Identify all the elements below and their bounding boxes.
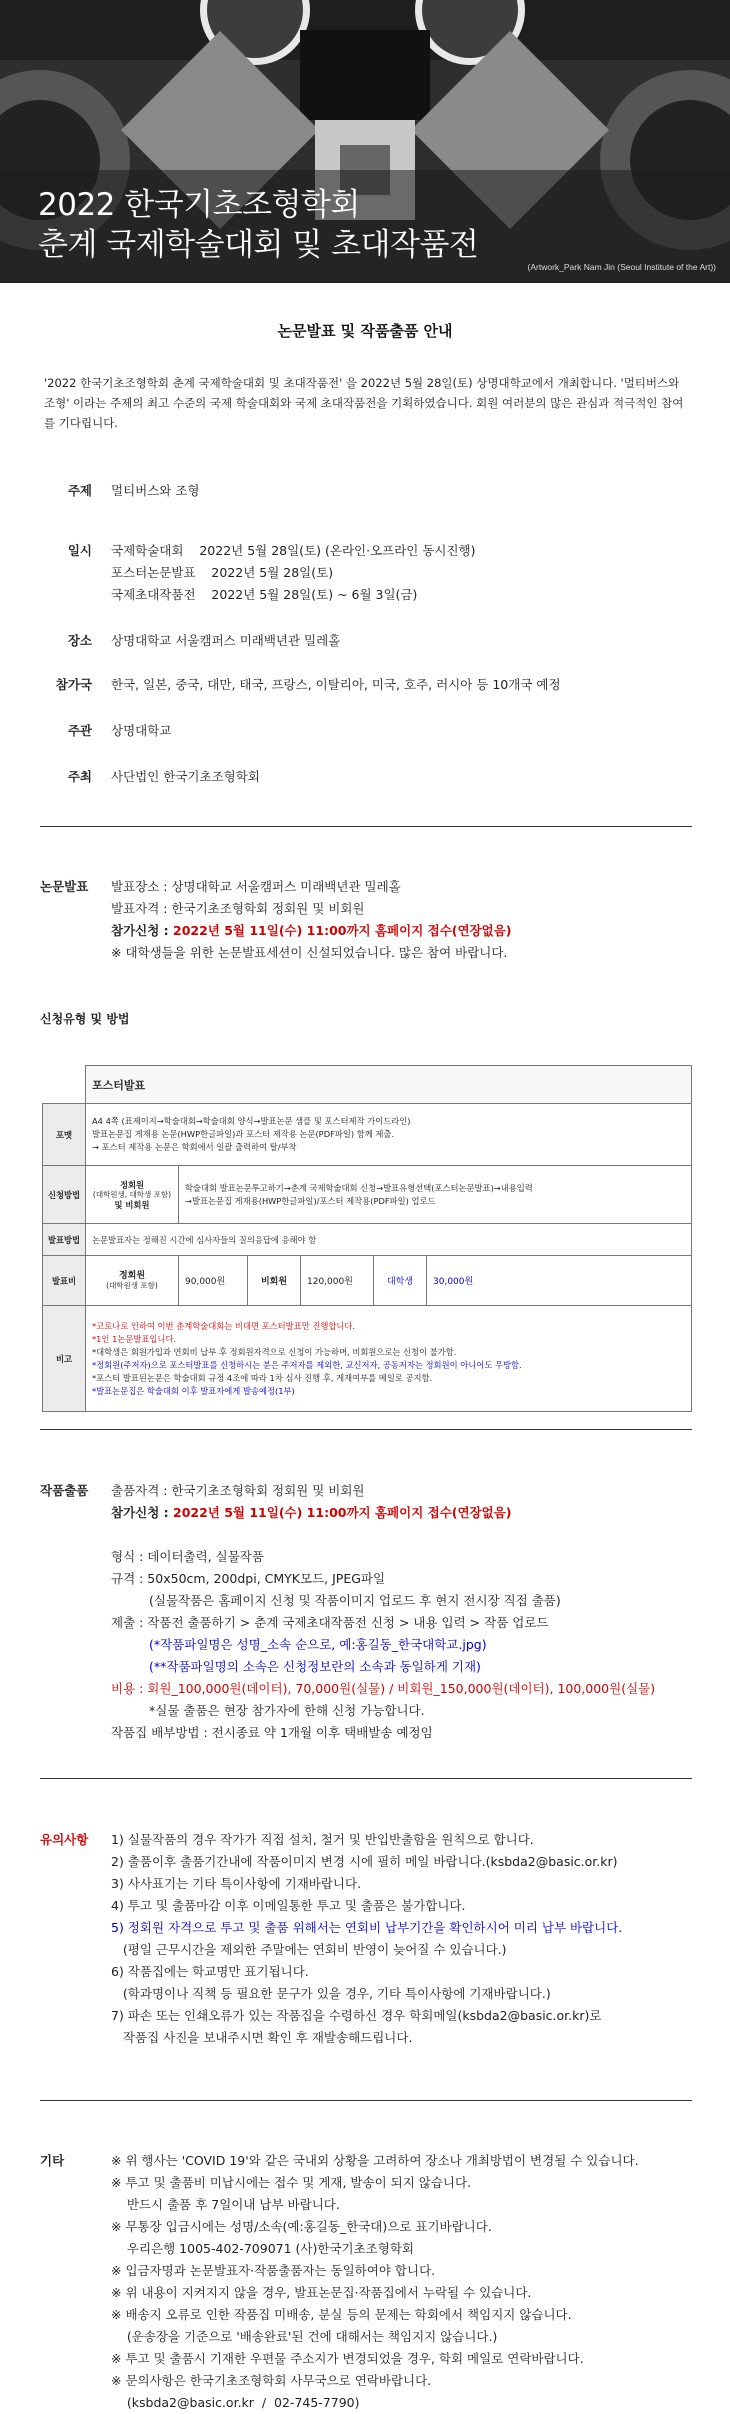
paper-qualification: 발표자격 : 한국기초조형학회 정회원 및 비회원 (111, 901, 365, 916)
paper-label: 논문발표 (40, 879, 89, 894)
method-member-type (86, 1166, 179, 1224)
divider (40, 826, 692, 827)
hero-title (38, 185, 478, 265)
method-member-b: (대학원생, 대학생 포함) (92, 1189, 172, 1199)
presentation-value: 논문발표자는 정해진 시간에 심사자들의 질의응답에 응해야 함 (86, 1224, 692, 1256)
artwork-label: 작품출품 (40, 1483, 89, 1498)
etc-line: (운송장을 기준으로 '배송완료'된 건에 대해서는 책임지지 않습니다.) (111, 2329, 498, 2344)
date-line-3: 국제초대작품전 2022년 5월 28일(토) ~ 6월 3일(금) (111, 587, 418, 602)
notes-list (111, 1829, 622, 2049)
etc-label: 기타 (40, 2153, 65, 2168)
note-line: 작품집 사진을 보내주시면 확인 후 재발송해드립니다. (111, 2030, 413, 2045)
content (0, 320, 730, 433)
divider (40, 1778, 692, 1779)
presentation-label: 발표방법 (43, 1224, 86, 1256)
etc-line: ※ 위 행사는 'COVID 19'와 같은 국내외 상황을 고려하여 장소나 개최방법이 변경될 수 있습니다. (111, 2153, 639, 2168)
countries-label: 참가국 (55, 677, 92, 692)
etc-line: ※ 투고 및 출품시 기재한 우편물 주소지가 변경되었을 경우, 학회 메일로 연락바랍니다. (111, 2351, 584, 2366)
format-line: A4 4쪽 (표제이지→학술대회→학술대회 양식→발표논문 샘플 및 포스터제작 가이드라인) (92, 1116, 411, 1126)
paper-apply-deadline: 2022년 5월 11일(수) 11:00까지 홈페이지 접수(연장없음) (173, 923, 512, 938)
theme-value: 멀티버스와 조형 (111, 483, 200, 498)
remark-line: *코로나로 인하여 이번 춘계학술대회는 비대면 포스터발표만 진행합니다. (92, 1320, 356, 1331)
method-steps (179, 1166, 692, 1224)
artwork-apply-deadline: 2022년 5월 11일(수) 11:00까지 홈페이지 접수(연장없음) (173, 1505, 512, 1520)
note-line: 5) 정회원 자격으로 투고 및 출품 위해서는 연회비 납부기간을 확인하시어 미리 납부 바랍니다. (111, 1920, 623, 1935)
method-line: 학술대회 발표논문투고하기→춘계 국제학술대회 신청→발표유형선택(포스터논문발표)→내용입력 (185, 1182, 533, 1193)
fee-member (86, 1256, 179, 1306)
paper-apply-prefix: 참가신청 : (111, 923, 174, 938)
artwork-qualification: 출품자격 : 한국기초조형학회 정회원 및 비회원 (111, 1483, 365, 1498)
format-cell (86, 1104, 692, 1166)
type-header: 포스터발표 (86, 1066, 692, 1104)
artwork-form: 형식 : 데이터출력, 실물작품 (111, 1549, 264, 1564)
organizer-label: 주최 (67, 769, 92, 784)
artwork-spec-note: (실물작품은 홈페이지 신청 및 작품이미지 업로드 후 현지 전시장 직접 출품) (149, 1593, 561, 1608)
note-line: 7) 파손 또는 인쇄오류가 있는 작품집을 수령하신 경우 학회메일(ksbda2@basic.or.kr)로 (111, 2008, 602, 2023)
date-label: 일시 (67, 543, 92, 558)
place-value: 상명대학교 서울캠퍼스 미래백년관 밀레홀 (111, 633, 341, 648)
application-table (42, 1065, 692, 1412)
intro-paragraph: '2022 한국기초조형학회 춘계 국제학술대회 및 초대작품전' 을 2022년 5월 28일(토) 상명대학교에서 개최합니다. '멀티버스와 조형' 이라는 주제의 최고 수준의 국제 학술대회와 국제 초대작품전을 기획하였습니다. 회원 여러분의 많은 관심과 적극적인 참여를 기다립니다. (44, 376, 684, 430)
etc-line: (ksbda2@basic.or.kr / 02-745-7790) (111, 2395, 360, 2410)
artwork-submit: 제출 : 작품전 출품하기 > 춘계 국제초대작품전 신청 > 내용 입력 > 작품 업로드 (111, 1615, 549, 1630)
artwork-apply (111, 1502, 512, 1524)
hero-title-line2: 춘계 국제학술대회 및 초대작품전 (38, 227, 479, 263)
etc-line: 반드시 출품 후 7일이내 납부 바랍니다. (111, 2197, 340, 2212)
artwork-fee-note: *실물 출품은 현장 참가자에 한해 신청 가능합니다. (149, 1703, 425, 1718)
paper-apply (111, 920, 512, 942)
fee-member-a: 정회원 (118, 1270, 146, 1281)
method-label: 신청방법 (43, 1166, 86, 1224)
fee-student: 대학생 (374, 1256, 427, 1306)
date-line-1: 국제학술대회 2022년 5월 28일(토) (온라인·오프라인 동시진행) (111, 543, 476, 558)
remark-line: *대학생은 회원가입과 연회비 납부 후 정회원자격으로 신청이 가능하며, 비회원으로는 신청이 불가함. (92, 1346, 457, 1357)
artwork-apply-prefix: 참가신청 : (111, 1505, 174, 1520)
note-line: 3) 사사표기는 기타 특이사항에 기재바랍니다. (111, 1876, 362, 1891)
format-line: 발표논문집 게재용 논문(HWP한글파일)과 포스터 제작용 논문(PDF파일) 함께 제출. (92, 1129, 395, 1139)
etc-line: ※ 위 내용이 지켜지지 않을 경우, 발표논문집·작품집에서 누락될 수 있습니다. (111, 2285, 532, 2300)
method-line: →발표논문집 게재용(HWP한글파일)/포스터 제작용(PDF파일) 업로드 (185, 1195, 436, 1206)
fee-member-amount: 90,000원 (179, 1256, 248, 1306)
hero-title-line1: 2022 한국기초조형학회 (38, 187, 360, 223)
fee-student-amount: 30,000원 (427, 1256, 692, 1306)
paper-place: 발표장소 : 상명대학교 서울캠퍼스 미래백년관 밀레홀 (111, 879, 401, 894)
etc-line: ※ 배송지 오류로 인한 작품집 미배송, 분실 등의 문제는 학회에서 책임지지 않습니다. (111, 2307, 572, 2322)
note-line: (평일 근무시간을 제외한 주말에는 연회비 반영이 늦어질 수 있습니다.) (111, 1942, 507, 1957)
remark-line: *1인 1논문발표입니다. (92, 1333, 177, 1344)
remarks-label: 비고 (43, 1306, 86, 1412)
format-line: → 포스터 제작용 논문은 학회에서 일괄 출력하여 탈/부착 (92, 1142, 297, 1152)
divider (40, 1429, 692, 1430)
date-line-2: 포스터논문발표 2022년 5월 28일(토) (111, 565, 334, 580)
note-line: 6) 작품집에는 학교명만 표기됩니다. (111, 1964, 309, 1979)
application-section-title: 신청유형 및 방법 (40, 1012, 130, 1026)
remark-line: *발표논문집은 학술대회 이후 발표자에게 발송예정(1부) (92, 1385, 295, 1396)
fee-member-b: (대학원생 포함) (106, 1280, 158, 1290)
etc-line: 우리은행 1005-402-709071 (사)한국기초조형학회 (111, 2241, 414, 2256)
note-line: 1) 실물작품의 경우 작가가 직접 설치, 철거 및 반입반출함을 원칙으로 합니다. (111, 1832, 534, 1847)
artwork-fee: 비용 : 회원_100,000원(데이터), 70,000원(실물) / 비회원_150,000원(데이터), 100,000원(실물) (111, 1681, 656, 1696)
hero-credit: (Artwork_Park Nam Jin (Seoul Institute of the Art)) (527, 262, 716, 272)
host-label: 주관 (67, 723, 92, 738)
note-line: (학과명이나 직책 등 필요한 문구가 있을 경우, 기타 특이사항에 기재바랍니다.) (111, 1986, 551, 2001)
etc-list (111, 2150, 639, 2414)
organizer-value: 사단법인 한국기초조형학회 (111, 769, 260, 784)
format-label: 포맷 (43, 1104, 86, 1166)
artwork-affiliation-note: (**작품파일명의 소속은 신청정보란의 소속과 동일하게 기재) (149, 1659, 481, 1674)
method-member-a: 정회원 (119, 1179, 145, 1190)
theme-label: 주제 (67, 483, 92, 498)
artwork-filename-note: (*작품파일명은 성명_소속 순으로, 예:홍길동_한국대학교.jpg) (149, 1637, 487, 1652)
note-line: 4) 투고 및 출품마감 이후 이메일통한 투고 및 출품은 불가합니다. (111, 1898, 466, 1913)
artwork-catalog: 작품집 배부방법 : 전시종료 약 1개월 이후 택배발송 예정임 (111, 1725, 433, 1740)
hero-banner (0, 0, 730, 283)
notes-label: 유의사항 (40, 1832, 89, 1847)
fee-label: 발표비 (43, 1256, 86, 1306)
table-corner (43, 1066, 86, 1104)
artwork-spec: 규격 : 50x50cm, 200dpi, CMYK모드, JPEG파일 (111, 1571, 386, 1586)
remarks-cell (86, 1306, 692, 1412)
host-value: 상명대학교 (111, 723, 172, 738)
note-line: 2) 출품이후 출품기간내에 작품이미지 변경 시에 필히 메일 바랍니다.(ksbda2@basic.or.kr) (111, 1854, 618, 1869)
paper-notice: ※ 대학생들을 위한 논문발표세션이 신설되었습니다. 많은 참여 바랍니다. (111, 945, 508, 960)
etc-line: ※ 투고 및 출품비 미납시에는 접수 및 게재, 발송이 되지 않습니다. (111, 2175, 472, 2190)
etc-line: ※ 입금자명과 논문발표자·작품출품자는 동일하여야 합니다. (111, 2263, 436, 2278)
page-heading: 논문발표 및 작품출품 안내 (277, 322, 453, 340)
etc-line: ※ 문의사항은 한국기초조형학회 사무국으로 연락바랍니다. (111, 2373, 432, 2388)
countries-value: 한국, 일본, 중국, 대만, 태국, 프랑스, 이탈리아, 미국, 호주, 러시아 등 10개국 예정 (111, 677, 561, 692)
remark-line: *포스터 발표된논문은 학술대회 규정 4조에 따라 1차 심사 진행 후, 게재여부를 메일로 공지함. (92, 1372, 433, 1383)
place-label: 장소 (67, 633, 92, 648)
fee-nonmember-amount: 120,000원 (301, 1256, 374, 1306)
etc-line: ※ 무통장 입금시에는 성명/소속(예:홍길동_한국대)으로 표기바랍니다. (111, 2219, 492, 2234)
divider (40, 2100, 692, 2101)
fee-nonmember: 비회원 (248, 1256, 301, 1306)
remark-line: *정회원(주저자)으로 포스터발표를 신청하시는 분은 주저자를 제외한, 교신저자, 공동저자는 정회원이 아니어도 무방함. (92, 1359, 522, 1370)
method-member-c: 및 비회원 (114, 1199, 150, 1210)
